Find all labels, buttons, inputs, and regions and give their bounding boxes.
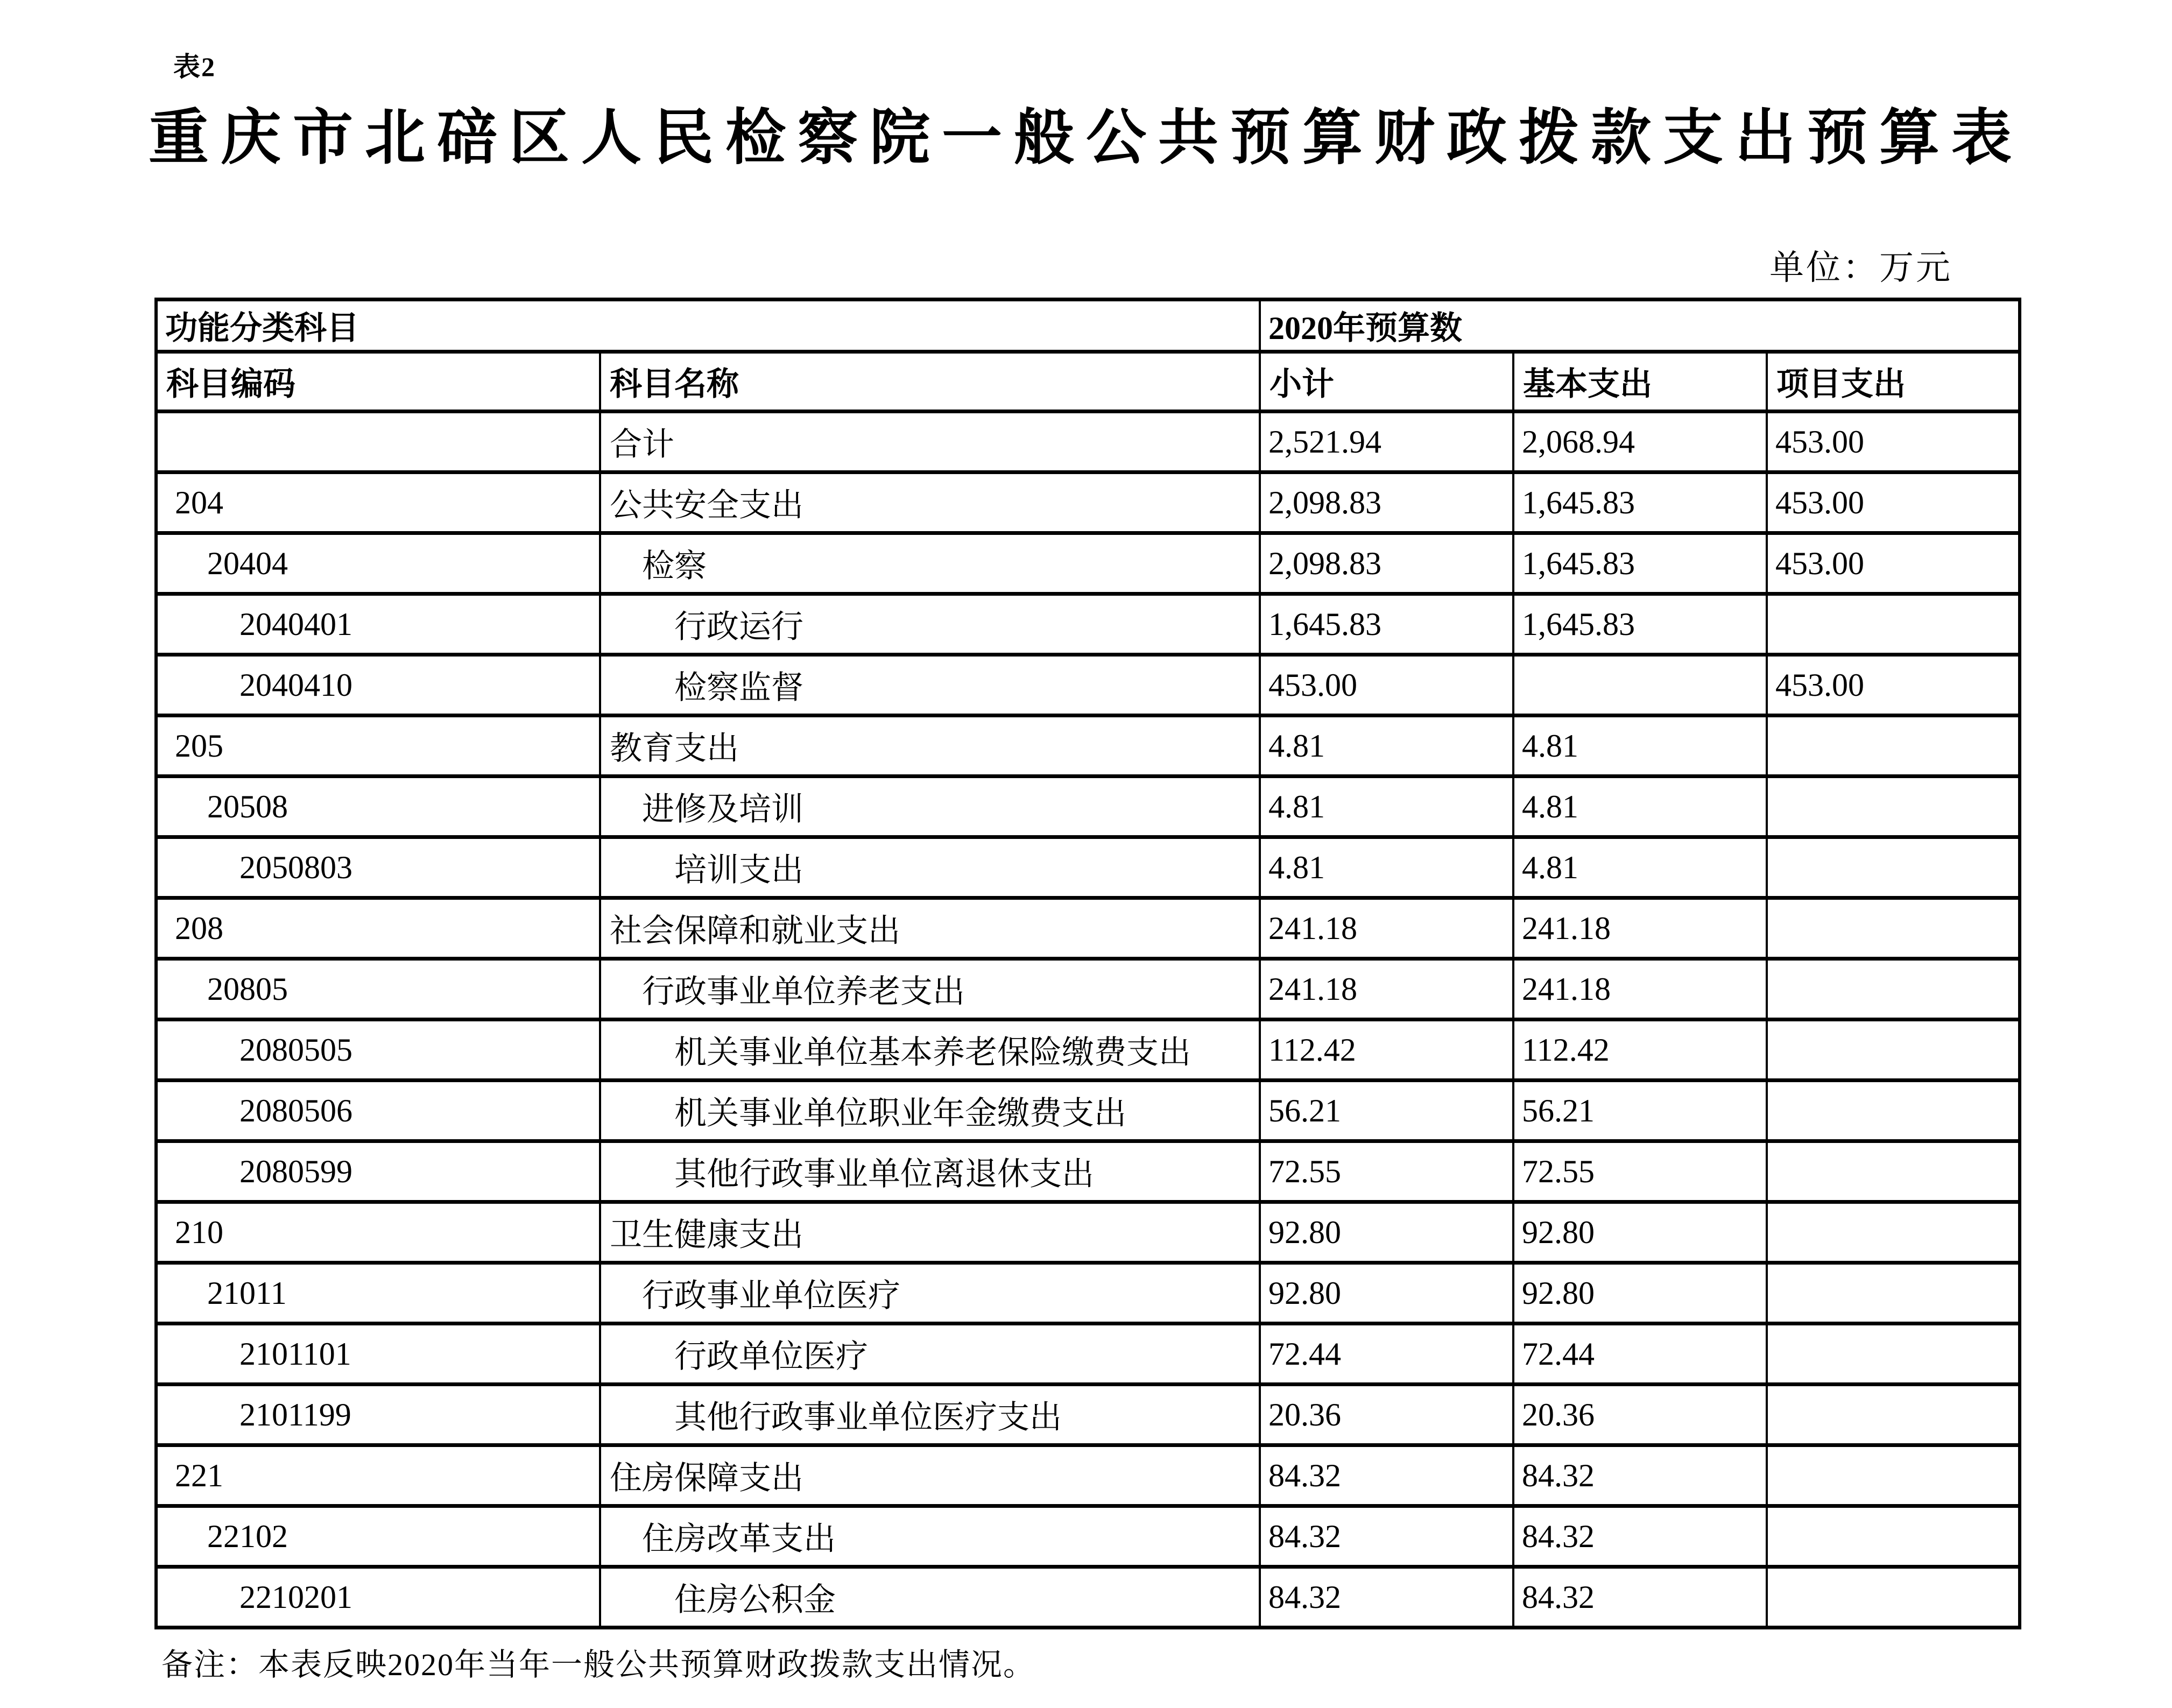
subject-name-cell: 检察监督 bbox=[600, 655, 1260, 716]
project-expense-cell bbox=[1767, 959, 2020, 1020]
subject-code-cell: 2101199 bbox=[156, 1385, 600, 1445]
header-subject-name: 科目名称 bbox=[600, 352, 1260, 412]
subtotal-cell: 241.18 bbox=[1260, 959, 1513, 1020]
subtotal-cell: 453.00 bbox=[1260, 655, 1513, 716]
basic-expense-cell: 92.80 bbox=[1513, 1263, 1767, 1324]
header-columns-row bbox=[156, 352, 2020, 412]
project-expense-cell bbox=[1767, 1324, 2020, 1385]
subject-name-cell: 机关事业单位基本养老保险缴费支出 bbox=[600, 1020, 1260, 1081]
header-subtotal: 小计 bbox=[1260, 352, 1513, 412]
table-row bbox=[156, 594, 2020, 655]
subtotal-cell: 2,098.83 bbox=[1260, 472, 1513, 533]
subject-name-cell: 机关事业单位职业年金缴费支出 bbox=[600, 1081, 1260, 1141]
subject-code-cell: 205 bbox=[156, 716, 600, 777]
subtotal-cell: 72.44 bbox=[1260, 1324, 1513, 1385]
header-project-expense: 项目支出 bbox=[1767, 352, 2020, 412]
subject-code-cell: 22102 bbox=[156, 1506, 600, 1567]
project-expense-cell bbox=[1767, 1020, 2020, 1081]
table-row bbox=[156, 412, 2020, 472]
subject-code-cell: 2080505 bbox=[156, 1020, 600, 1081]
subject-name-cell: 公共安全支出 bbox=[600, 472, 1260, 533]
basic-expense-cell: 241.18 bbox=[1513, 959, 1767, 1020]
basic-expense-cell: 1,645.83 bbox=[1513, 533, 1767, 594]
project-expense-cell bbox=[1767, 1385, 2020, 1445]
subject-code-cell: 2101101 bbox=[156, 1324, 600, 1385]
subject-name-cell: 行政运行 bbox=[600, 594, 1260, 655]
project-expense-cell bbox=[1767, 1202, 2020, 1263]
subject-name-cell: 培训支出 bbox=[600, 837, 1260, 898]
subtotal-cell: 241.18 bbox=[1260, 898, 1513, 959]
subject-code-cell: 20508 bbox=[156, 777, 600, 837]
subject-code-cell: 2050803 bbox=[156, 837, 600, 898]
project-expense-cell bbox=[1767, 837, 2020, 898]
basic-expense-cell: 2,068.94 bbox=[1513, 412, 1767, 472]
subtotal-cell: 4.81 bbox=[1260, 777, 1513, 837]
subtotal-cell: 84.32 bbox=[1260, 1506, 1513, 1567]
table-row bbox=[156, 1141, 2020, 1202]
subject-code-cell bbox=[156, 412, 600, 472]
unit-note: 单位：万元 bbox=[1769, 249, 1952, 287]
basic-expense-cell: 84.32 bbox=[1513, 1445, 1767, 1506]
project-expense-cell bbox=[1767, 777, 2020, 837]
basic-expense-cell: 112.42 bbox=[1513, 1020, 1767, 1081]
project-expense-cell bbox=[1767, 1567, 2020, 1628]
header-budget-2020: 2020年预算数 bbox=[1260, 300, 2020, 352]
basic-expense-cell: 241.18 bbox=[1513, 898, 1767, 959]
subject-code-cell: 210 bbox=[156, 1202, 600, 1263]
subject-code-cell: 20404 bbox=[156, 533, 600, 594]
basic-expense-cell: 4.81 bbox=[1513, 777, 1767, 837]
table-row bbox=[156, 1263, 2020, 1324]
subtotal-cell: 4.81 bbox=[1260, 716, 1513, 777]
table-body bbox=[156, 412, 2020, 1628]
project-expense-cell: 453.00 bbox=[1767, 655, 2020, 716]
table-row bbox=[156, 1324, 2020, 1385]
subtotal-cell: 72.55 bbox=[1260, 1141, 1513, 1202]
table-number-label: 表2 bbox=[173, 52, 216, 82]
subtotal-cell: 20.36 bbox=[1260, 1385, 1513, 1445]
basic-expense-cell: 4.81 bbox=[1513, 716, 1767, 777]
header-function-category: 功能分类科目 bbox=[156, 300, 1260, 352]
table-row bbox=[156, 1445, 2020, 1506]
table-row bbox=[156, 777, 2020, 837]
subtotal-cell: 112.42 bbox=[1260, 1020, 1513, 1081]
table-row bbox=[156, 1202, 2020, 1263]
subtotal-cell: 84.32 bbox=[1260, 1567, 1513, 1628]
project-expense-cell bbox=[1767, 716, 2020, 777]
subject-code-cell: 2210201 bbox=[156, 1567, 600, 1628]
project-expense-cell: 453.00 bbox=[1767, 412, 2020, 472]
subject-name-cell: 行政单位医疗 bbox=[600, 1324, 1260, 1385]
table-row bbox=[156, 1567, 2020, 1628]
subtotal-cell: 92.80 bbox=[1260, 1263, 1513, 1324]
subtotal-cell: 1,645.83 bbox=[1260, 594, 1513, 655]
subject-code-cell: 20805 bbox=[156, 959, 600, 1020]
subtotal-cell: 56.21 bbox=[1260, 1081, 1513, 1141]
subject-name-cell: 教育支出 bbox=[600, 716, 1260, 777]
table-row bbox=[156, 655, 2020, 716]
project-expense-cell bbox=[1767, 1445, 2020, 1506]
subject-name-cell: 行政事业单位养老支出 bbox=[600, 959, 1260, 1020]
header-subject-code: 科目编码 bbox=[156, 352, 600, 412]
table-row bbox=[156, 1020, 2020, 1081]
basic-expense-cell: 1,645.83 bbox=[1513, 472, 1767, 533]
table-row bbox=[156, 837, 2020, 898]
subject-name-cell: 进修及培训 bbox=[600, 777, 1260, 837]
subtotal-cell: 4.81 bbox=[1260, 837, 1513, 898]
subject-code-cell: 21011 bbox=[156, 1263, 600, 1324]
project-expense-cell bbox=[1767, 1141, 2020, 1202]
subject-code-cell: 2040410 bbox=[156, 655, 600, 716]
subject-name-cell: 行政事业单位医疗 bbox=[600, 1263, 1260, 1324]
budget-table bbox=[154, 298, 2021, 1629]
project-expense-cell bbox=[1767, 594, 2020, 655]
table-row bbox=[156, 472, 2020, 533]
subject-name-cell: 其他行政事业单位医疗支出 bbox=[600, 1385, 1260, 1445]
table-row bbox=[156, 1385, 2020, 1445]
subject-code-cell: 204 bbox=[156, 472, 600, 533]
header-basic-expense: 基本支出 bbox=[1513, 352, 1767, 412]
project-expense-cell bbox=[1767, 1263, 2020, 1324]
subject-code-cell: 208 bbox=[156, 898, 600, 959]
subtotal-cell: 2,521.94 bbox=[1260, 412, 1513, 472]
subject-code-cell: 2040401 bbox=[156, 594, 600, 655]
subject-name-cell: 卫生健康支出 bbox=[600, 1202, 1260, 1263]
basic-expense-cell: 92.80 bbox=[1513, 1202, 1767, 1263]
table-row bbox=[156, 533, 2020, 594]
project-expense-cell bbox=[1767, 1081, 2020, 1141]
header-group-row bbox=[156, 300, 2020, 352]
subject-name-cell: 合计 bbox=[600, 412, 1260, 472]
project-expense-cell: 453.00 bbox=[1767, 533, 2020, 594]
project-expense-cell: 453.00 bbox=[1767, 472, 2020, 533]
basic-expense-cell: 4.81 bbox=[1513, 837, 1767, 898]
subject-code-cell: 2080599 bbox=[156, 1141, 600, 1202]
basic-expense-cell: 84.32 bbox=[1513, 1567, 1767, 1628]
subtotal-cell: 84.32 bbox=[1260, 1445, 1513, 1506]
subtotal-cell: 2,098.83 bbox=[1260, 533, 1513, 594]
footer-note: 备注：本表反映2020年当年一般公共预算财政拨款支出情况。 bbox=[161, 1647, 1036, 1682]
document-title: 重庆市北碚区人民检察院一般公共预算财政拨款支出预算表 bbox=[149, 105, 2023, 172]
basic-expense-cell: 72.44 bbox=[1513, 1324, 1767, 1385]
subject-code-cell: 2080506 bbox=[156, 1081, 600, 1141]
subject-name-cell: 住房公积金 bbox=[600, 1567, 1260, 1628]
table-row bbox=[156, 959, 2020, 1020]
subject-name-cell: 社会保障和就业支出 bbox=[600, 898, 1260, 959]
subject-name-cell: 住房保障支出 bbox=[600, 1445, 1260, 1506]
subject-name-cell: 住房改革支出 bbox=[600, 1506, 1260, 1567]
table-row bbox=[156, 1506, 2020, 1567]
subject-name-cell: 检察 bbox=[600, 533, 1260, 594]
table-header bbox=[156, 300, 2020, 412]
project-expense-cell bbox=[1767, 1506, 2020, 1567]
table-row bbox=[156, 1081, 2020, 1141]
basic-expense-cell: 56.21 bbox=[1513, 1081, 1767, 1141]
subtotal-cell: 92.80 bbox=[1260, 1202, 1513, 1263]
basic-expense-cell bbox=[1513, 655, 1767, 716]
basic-expense-cell: 20.36 bbox=[1513, 1385, 1767, 1445]
project-expense-cell bbox=[1767, 898, 2020, 959]
table-row bbox=[156, 898, 2020, 959]
subject-name-cell: 其他行政事业单位离退休支出 bbox=[600, 1141, 1260, 1202]
basic-expense-cell: 1,645.83 bbox=[1513, 594, 1767, 655]
basic-expense-cell: 84.32 bbox=[1513, 1506, 1767, 1567]
basic-expense-cell: 72.55 bbox=[1513, 1141, 1767, 1202]
subject-code-cell: 221 bbox=[156, 1445, 600, 1506]
table-row bbox=[156, 716, 2020, 777]
